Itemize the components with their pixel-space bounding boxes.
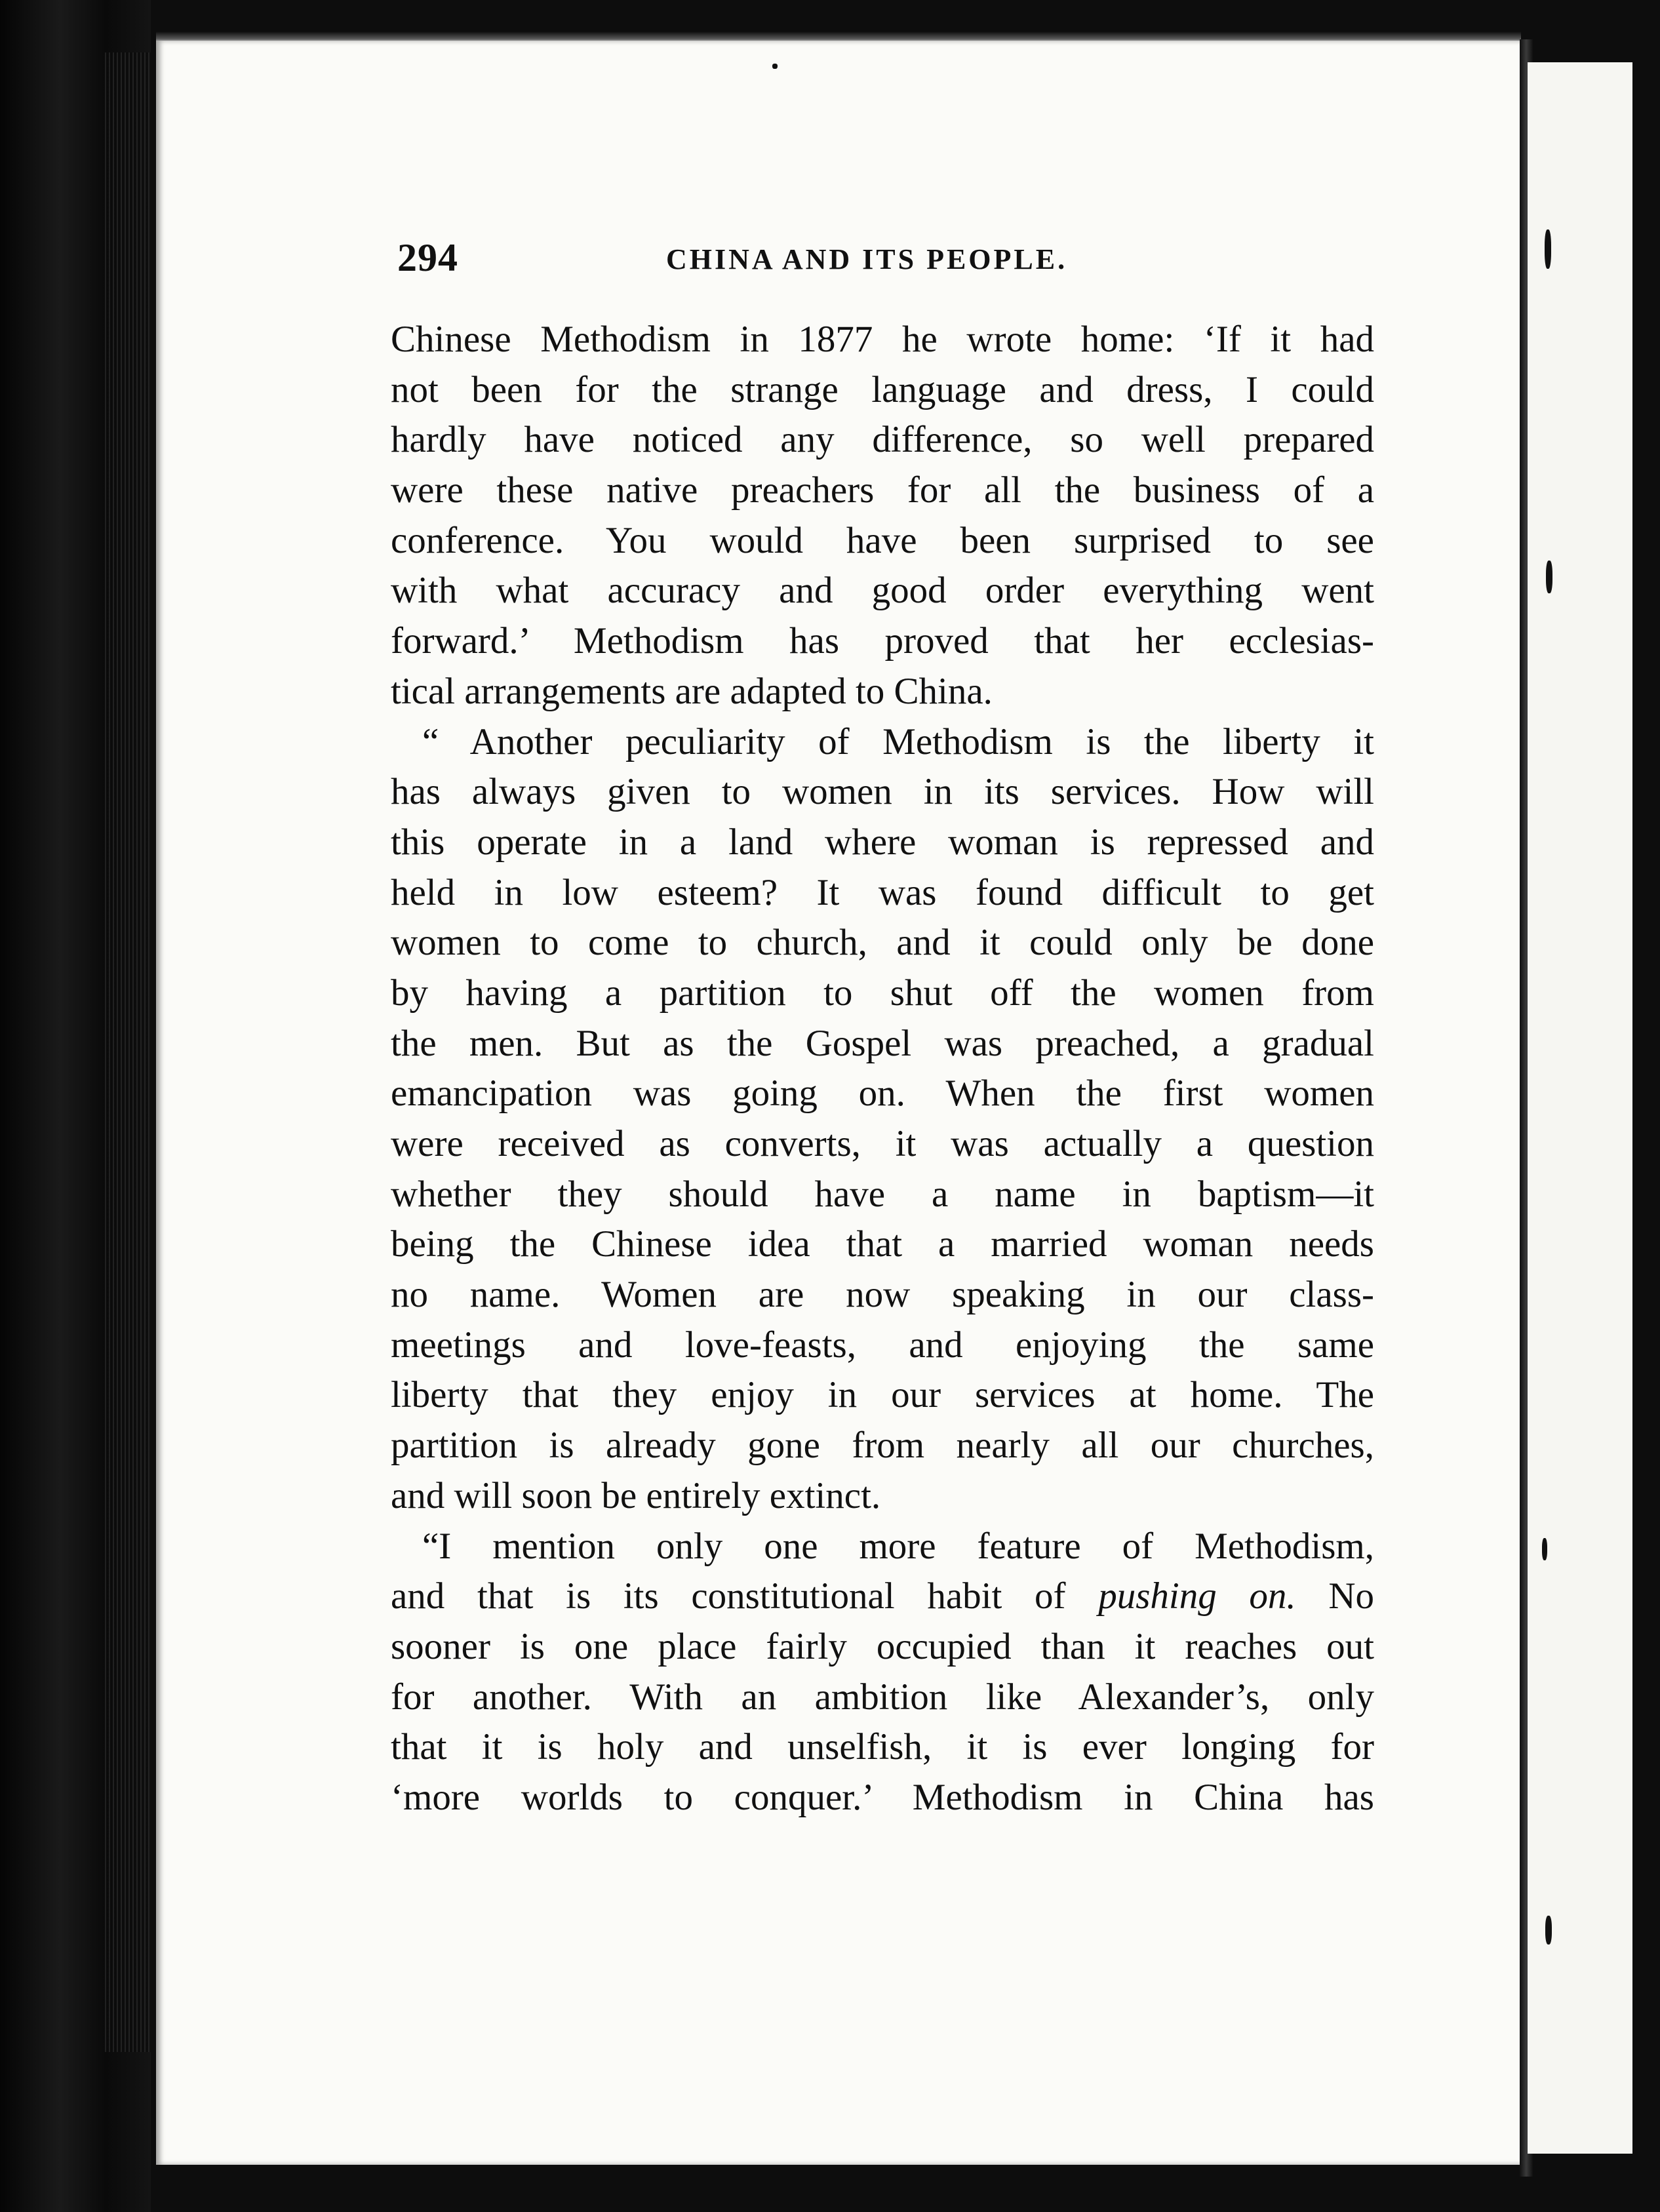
text-line: were these native preachers for all the business of a [391,469,1374,511]
text-line: the men. But as the Gospel was preached, a gradual [391,1022,1374,1064]
page-number: 294 [397,236,458,279]
text-line: “ Another peculiarity of Methodism is the liberty it [422,721,1374,762]
text-line: this operate in a land where woman is repressed and [391,821,1374,863]
text-segment: No [1328,1575,1374,1617]
text-line: conference. You would have been surprised to see [391,519,1374,561]
body-text [391,315,1374,1823]
text-line: for another. With an ambition like Alexander’s, only [391,1676,1374,1718]
text-line: partition is already gone from nearly all our churches, [391,1425,1374,1467]
text-line: ‘more worlds to conquer.’ Methodism in China has [391,1776,1374,1818]
text-line: liberty that they enjoy in our services at home. The [391,1374,1374,1416]
text-line: forward.’ Methodism has proved that her ecclesias- [391,620,1374,662]
facing-page [1528,62,1632,2154]
text-line: women to come to church, and it could only be done [391,922,1374,964]
text-line: and will soon be entirely extinct. [391,1474,881,1516]
text-segment: and that is its constitutional habit of [391,1575,1066,1617]
page-edges [105,52,151,2052]
text-line: “I mention only one more feature of Methodism, [422,1525,1374,1567]
page-header [397,235,1368,281]
ink-mark [772,64,778,69]
text-line: not been for the strange language and dress, I could [391,368,1374,410]
ink-mark [1545,1916,1552,1945]
text-line: tical arrangements are adapted to China. [391,670,993,712]
text-line: with what accuracy and good order everything went [391,570,1374,612]
text-line-with-italic [391,1571,1374,1622]
text-line: emancipation was going on. When the first women [391,1073,1374,1115]
text-line: meetings and love-feasts, and enjoying the same [391,1324,1374,1366]
text-line: whether they should have a name in baptism—it [391,1173,1374,1215]
running-title: CHINA AND ITS PEOPLE. [666,243,1068,275]
ink-mark [1542,1538,1547,1560]
text-line: by having a partition to shut off the women from [391,972,1374,1014]
text-line: hardly have noticed any difference, so well prepared [391,419,1374,461]
text-line: no name. Women are now speaking in our class- [391,1274,1374,1316]
text-line: sooner is one place fairly occupied than it reaches out [391,1625,1374,1667]
text-line: held in low esteem? It was found difficult to get [391,871,1374,913]
ink-mark [1545,229,1551,269]
text-line: were received as converts, it was actually a question [391,1123,1374,1164]
text-line: being the Chinese idea that a married woman needs [391,1223,1374,1265]
text-line: has always given to women in its services. How will [391,771,1374,813]
book-spine [0,0,151,2212]
ink-mark [1546,561,1552,593]
italic-phrase: pushing on. [1098,1575,1296,1617]
text-line: that it is holy and unselfish, it is ever longing for [391,1726,1374,1768]
text-line: Chinese Methodism in 1877 he wrote home: ‘If it had [391,319,1374,360]
